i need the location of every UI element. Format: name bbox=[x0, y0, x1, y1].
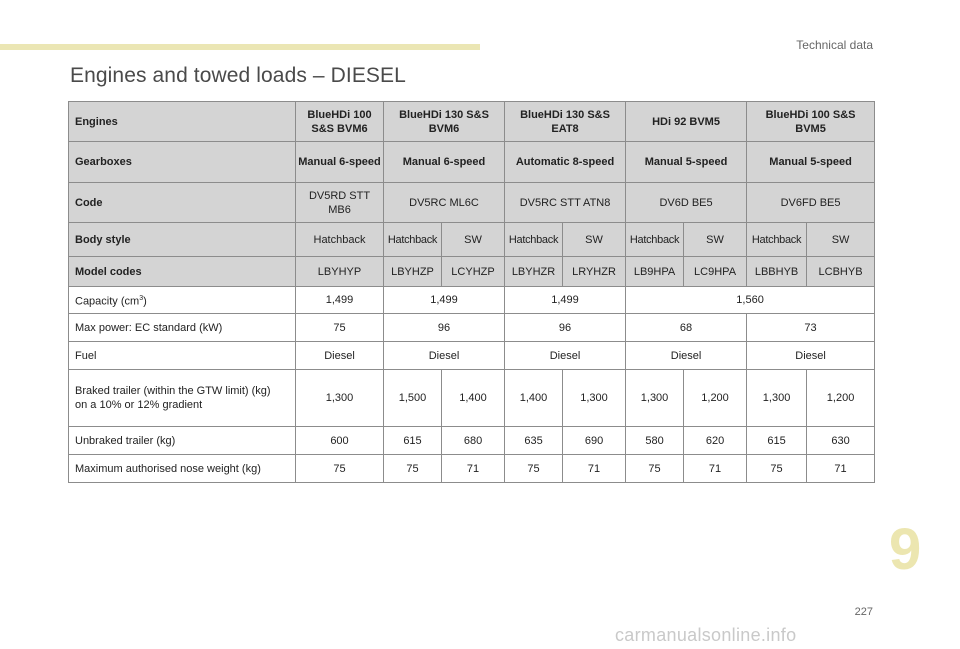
fuel-cell: Diesel bbox=[384, 342, 505, 370]
braked-trailer-cell: 1,500 bbox=[384, 370, 442, 427]
gearbox-cell: Manual 5-speed bbox=[747, 142, 875, 183]
gearbox-cell: Manual 6-speed bbox=[296, 142, 384, 183]
code-row bbox=[69, 183, 875, 223]
section-label: Technical data bbox=[796, 38, 873, 52]
braked-trailer-cell: 1,400 bbox=[442, 370, 505, 427]
model-code-cell: LBYHZP bbox=[384, 257, 442, 287]
braked-trailer-cell: 1,300 bbox=[296, 370, 384, 427]
row-label: Engines bbox=[69, 102, 296, 142]
model-code-cell: LBBHYB bbox=[747, 257, 807, 287]
body-style-cell: Hatchback bbox=[747, 223, 807, 257]
gearboxes-row bbox=[69, 142, 875, 183]
body-style-cell: Hatchback bbox=[626, 223, 684, 257]
body-style-cell: SW bbox=[442, 223, 505, 257]
unbraked-trailer-cell: 600 bbox=[296, 427, 384, 455]
fuel-cell: Diesel bbox=[626, 342, 747, 370]
engines-row bbox=[69, 102, 875, 142]
fuel-row bbox=[69, 342, 875, 370]
capacity-cell: 1,499 bbox=[505, 287, 626, 314]
row-label: Max power: EC standard (kW) bbox=[69, 314, 296, 342]
code-cell: DV6D BE5 bbox=[626, 183, 747, 223]
unbraked-trailer-cell: 580 bbox=[626, 427, 684, 455]
page-number: 227 bbox=[854, 606, 873, 618]
max-power-cell: 75 bbox=[296, 314, 384, 342]
braked-trailer-cell: 1,300 bbox=[626, 370, 684, 427]
model-code-cell: LCBHYB bbox=[807, 257, 875, 287]
engine-cell: BlueHDi 130 S&S BVM6 bbox=[384, 102, 505, 142]
engine-cell: HDi 92 BVM5 bbox=[626, 102, 747, 142]
body-style-cell: Hatchback bbox=[296, 223, 384, 257]
row-label: Capacity $(cm^3)$ bbox=[69, 287, 296, 314]
watermark: carmanualsonline.info bbox=[615, 625, 797, 645]
nose-weight-cell: 71 bbox=[442, 455, 505, 483]
capacity-row bbox=[69, 287, 875, 314]
nose-weight-cell: 75 bbox=[296, 455, 384, 483]
model-code-cell: LC9HPA bbox=[684, 257, 747, 287]
unbraked-trailer-cell: 615 bbox=[384, 427, 442, 455]
capacity-cell: 1,560 bbox=[626, 287, 875, 314]
fuel-cell: Diesel bbox=[296, 342, 384, 370]
nose-weight-cell: 75 bbox=[505, 455, 563, 483]
model-code-cell: LB9HPA bbox=[626, 257, 684, 287]
model-code-cell: LBYHYP bbox=[296, 257, 384, 287]
gearbox-cell: Automatic 8-speed bbox=[505, 142, 626, 183]
braked-trailer-cell: 1,200 bbox=[684, 370, 747, 427]
row-label: Code bbox=[69, 183, 296, 223]
braked-trailer-cell: 1,400 bbox=[505, 370, 563, 427]
unbraked-trailer-cell: 615 bbox=[747, 427, 807, 455]
engine-cell: BlueHDi 130 S&S EAT8 bbox=[505, 102, 626, 142]
engine-cell: BlueHDi 100 S&S BVM5 bbox=[747, 102, 875, 142]
row-label: Body style bbox=[69, 223, 296, 257]
unbraked-trailer-row bbox=[69, 427, 875, 455]
body-style-cell: Hatchback bbox=[384, 223, 442, 257]
body-style-row bbox=[69, 223, 875, 257]
nose-weight-cell: 75 bbox=[384, 455, 442, 483]
gearbox-cell: Manual 5-speed bbox=[626, 142, 747, 183]
unbraked-trailer-cell: 690 bbox=[563, 427, 626, 455]
braked-trailer-cell: 1,200 bbox=[807, 370, 875, 427]
gearbox-cell: Manual 6-speed bbox=[384, 142, 505, 183]
code-cell: DV5RC STT ATN8 bbox=[505, 183, 626, 223]
body-style-cell: Hatchback bbox=[505, 223, 563, 257]
header-accent-bar bbox=[0, 44, 480, 50]
braked-trailer-row bbox=[69, 370, 875, 427]
nose-weight-cell: 75 bbox=[626, 455, 684, 483]
model-codes-row bbox=[69, 257, 875, 287]
unbraked-trailer-cell: 680 bbox=[442, 427, 505, 455]
page-title: Engines and towed loads – DIESEL bbox=[70, 64, 406, 87]
code-cell: DV6FD BE5 bbox=[747, 183, 875, 223]
nose-weight-row bbox=[69, 455, 875, 483]
engines-towed-loads-table bbox=[68, 101, 875, 483]
max-power-cell: 68 bbox=[626, 314, 747, 342]
unbraked-trailer-cell: 630 bbox=[807, 427, 875, 455]
body-style-cell: SW bbox=[807, 223, 875, 257]
nose-weight-cell: 71 bbox=[807, 455, 875, 483]
body-style-cell: SW bbox=[563, 223, 626, 257]
fuel-cell: Diesel bbox=[747, 342, 875, 370]
max-power-cell: 96 bbox=[384, 314, 505, 342]
chapter-number: 9 bbox=[889, 517, 922, 582]
row-label: Model codes bbox=[69, 257, 296, 287]
body-style-cell: SW bbox=[684, 223, 747, 257]
fuel-cell: Diesel bbox=[505, 342, 626, 370]
capacity-cell: 1,499 bbox=[384, 287, 505, 314]
row-label: Maximum authorised nose weight (kg) bbox=[69, 455, 296, 483]
nose-weight-cell: 71 bbox=[563, 455, 626, 483]
row-label: Braked trailer (within the GTW limit) (kg) on a 10% or 12% gradient bbox=[69, 370, 296, 427]
row-label: Gearboxes bbox=[69, 142, 296, 183]
unbraked-trailer-cell: 620 bbox=[684, 427, 747, 455]
braked-trailer-cell: 1,300 bbox=[563, 370, 626, 427]
row-label: Fuel bbox=[69, 342, 296, 370]
unbraked-trailer-cell: 635 bbox=[505, 427, 563, 455]
nose-weight-cell: 71 bbox=[684, 455, 747, 483]
nose-weight-cell: 75 bbox=[747, 455, 807, 483]
row-label: Unbraked trailer (kg) bbox=[69, 427, 296, 455]
max-power-cell: 73 bbox=[747, 314, 875, 342]
engine-cell: BlueHDi 100 S&S BVM6 bbox=[296, 102, 384, 142]
max-power-cell: 96 bbox=[505, 314, 626, 342]
max-power-row bbox=[69, 314, 875, 342]
code-cell: DV5RC ML6C bbox=[384, 183, 505, 223]
model-code-cell: LCYHZP bbox=[442, 257, 505, 287]
capacity-cell: 1,499 bbox=[296, 287, 384, 314]
model-code-cell: LBYHZR bbox=[505, 257, 563, 287]
model-code-cell: LRYHZR bbox=[563, 257, 626, 287]
code-cell: DV5RD STT MB6 bbox=[296, 183, 384, 223]
braked-trailer-cell: 1,300 bbox=[747, 370, 807, 427]
